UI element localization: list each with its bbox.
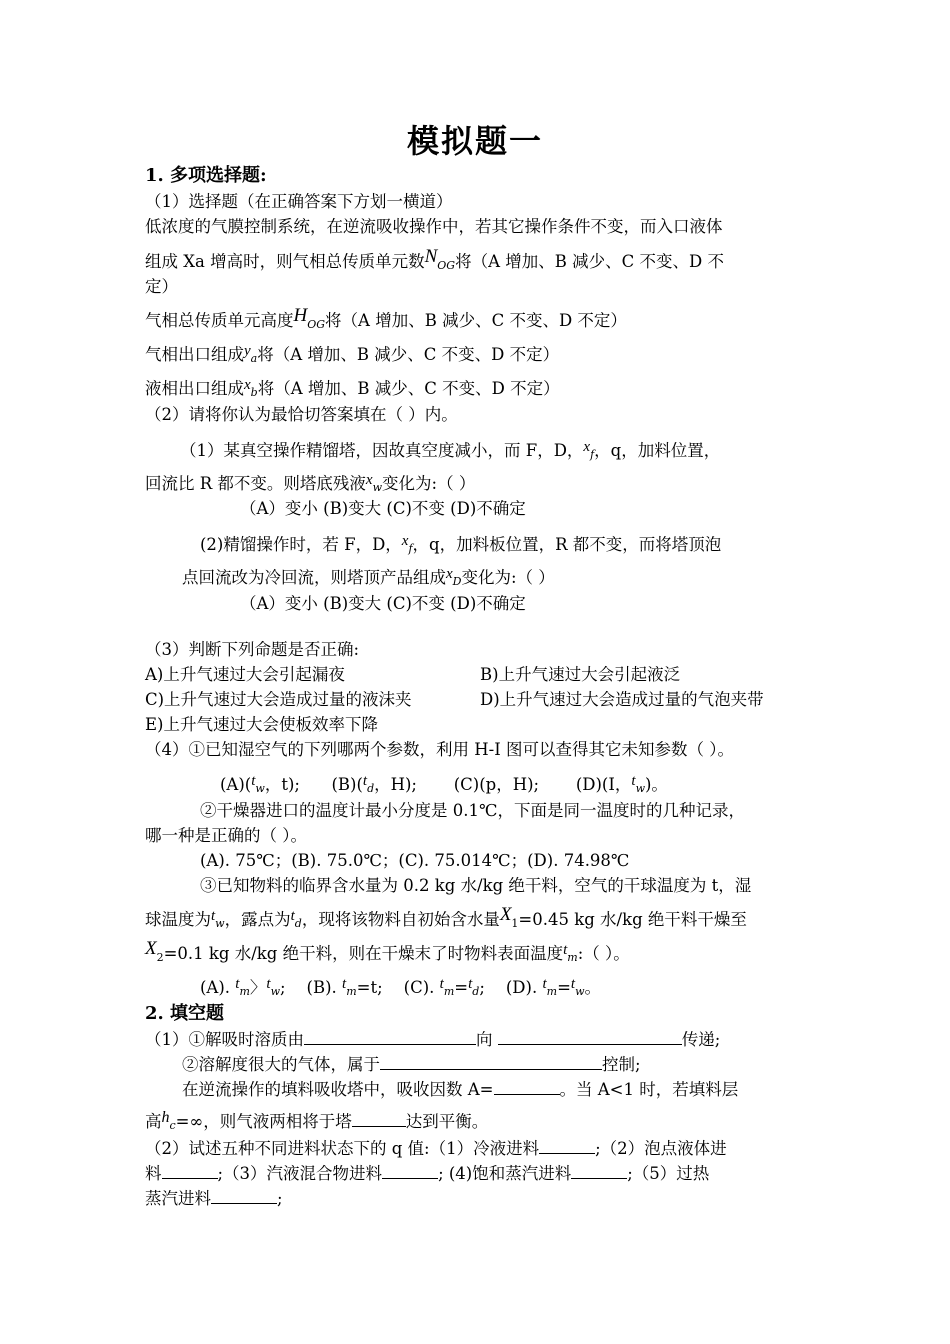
fill-line: （1）①解吸时溶质由 向 传递; <box>145 1030 721 1049</box>
section-1-heading: 1. 多项选择题: <box>145 165 267 186</box>
part-2-title: （2）请将你认为最恰切答案填在（ ）内。 <box>145 405 458 424</box>
question-options: （A）变小 (B)变大 (C)不变 (D)不确定 <box>240 499 526 518</box>
part-1-line: 气相总传质单元高度HOG将（A 增加、B 减少、C 不变、D 不定） <box>145 305 627 331</box>
part-1-line: 低浓度的气膜控制系统，在逆流吸收操作中，若其它操作条件不变，而入口液体 <box>145 217 723 236</box>
answer-blank[interactable] <box>498 1030 682 1045</box>
statement-a: A)上升气速过大会引起漏夜 <box>145 665 345 684</box>
answer-blank[interactable] <box>539 1139 595 1154</box>
part-4-line: X2=0.1 kg 水/kg 绝干料，则在干燥末了时物料表面温度tm:（ ）。 <box>145 938 630 964</box>
answer-blank[interactable] <box>380 1055 602 1070</box>
part-1-line: 液相出口组成xb将（A 增加、B 减少、C 不变、D 不定） <box>145 377 560 399</box>
question-line: 回流比 R 都不变。则塔底残液xw变化为:（ ） <box>145 472 476 494</box>
part-1-line: 气相出口组成ya将（A 增加、B 减少、C 不变、D 不定） <box>145 343 560 365</box>
question-line: 点回流改为冷回流，则塔顶产品组成xD变化为:（ ） <box>182 566 555 588</box>
part-1-line: 组成 Xa 增高时，则气相总传质单元数NOG将（A 增加、B 减少、C 不变、D 不 <box>145 246 724 272</box>
part-4-line: ②干燥器进口的温度计最小分度是 0.1℃，下面是同一温度时的几种记录， <box>200 801 745 820</box>
part-4-options: (A). tm〉tw; (B). tm=t; (C). tm=td; (D). tm=tw。 <box>200 976 601 998</box>
part-1-line: 定） <box>145 277 178 296</box>
part-4-line: 哪一种是正确的（ ）。 <box>145 826 307 845</box>
part-3-title: （3）判断下列命题是否正确: <box>145 640 360 659</box>
statement-e: E)上升气速过大会使板效率下降 <box>145 715 378 734</box>
part-4-line: 球温度为tw，露点为td，现将该物料自初始含水量X1=0.45 kg 水/kg 绝干料干燥至 <box>145 904 747 930</box>
statement-d: D)上升气速过大会造成过量的气泡夹带 <box>480 690 764 709</box>
question-line: （1）某真空操作精馏塔，因故真空度减小，而 F，D，xf，q，加料位置， <box>180 439 721 461</box>
answer-blank[interactable] <box>162 1164 218 1179</box>
page-title: 模拟题一 <box>406 122 543 160</box>
part-4-options: (A)(tw，t); (B)(td，H); (C)(p，H); (D)(I，tw)。 <box>220 773 668 795</box>
statement-c: C)上升气速过大会造成过量的液沫夹 <box>145 690 412 709</box>
fill-line: 蒸汽进料 ; <box>145 1189 283 1208</box>
section-2-heading: 2. 填空题 <box>145 1003 225 1024</box>
part-1-title: （1）选择题（在正确答案下方划一横道） <box>145 192 453 211</box>
part-4-line: (A). 75℃；(B). 75.0℃；(C). 75.014℃；(D). 74.98℃ <box>200 851 630 870</box>
fill-line: ②溶解度很大的气体，属于 控制; <box>182 1055 641 1074</box>
question-line: (2)精馏操作时，若 F，D，xf，q，加料板位置，R 都不变，而将塔顶泡 <box>200 533 722 555</box>
answer-blank[interactable] <box>494 1080 560 1095</box>
part-4-line: （4）①已知湿空气的下列哪两个参数，利用 H-I 图可以查得其它未知参数（ ）。 <box>145 740 734 759</box>
statement-b: B)上升气速过大会引起液泛 <box>480 665 681 684</box>
fill-line: （2）试述五种不同进料状态下的 q 值:（1）冷液进料 ;（2）泡点液体进 <box>145 1139 727 1158</box>
fill-line: 料 ;（3）汽液混合物进料 ; (4)饱和蒸汽进料 ;（5）过热 <box>145 1164 710 1183</box>
answer-blank[interactable] <box>382 1164 438 1179</box>
answer-blank[interactable] <box>304 1030 476 1045</box>
answer-blank[interactable] <box>352 1112 406 1127</box>
answer-blank[interactable] <box>211 1189 277 1204</box>
question-options: （A）变小 (B)变大 (C)不变 (D)不确定 <box>240 594 526 613</box>
fill-line: 高hc=∞，则气液两相将于塔 达到平衡。 <box>145 1109 489 1132</box>
fill-line: 在逆流操作的填料吸收塔中，吸收因数 A= 。当 A<1 时，若填料层 <box>182 1080 739 1099</box>
answer-blank[interactable] <box>571 1164 627 1179</box>
part-4-line: ③已知物料的临界含水量为 0.2 kg 水/kg 绝干料，空气的干球温度为 t，湿 <box>200 876 752 895</box>
